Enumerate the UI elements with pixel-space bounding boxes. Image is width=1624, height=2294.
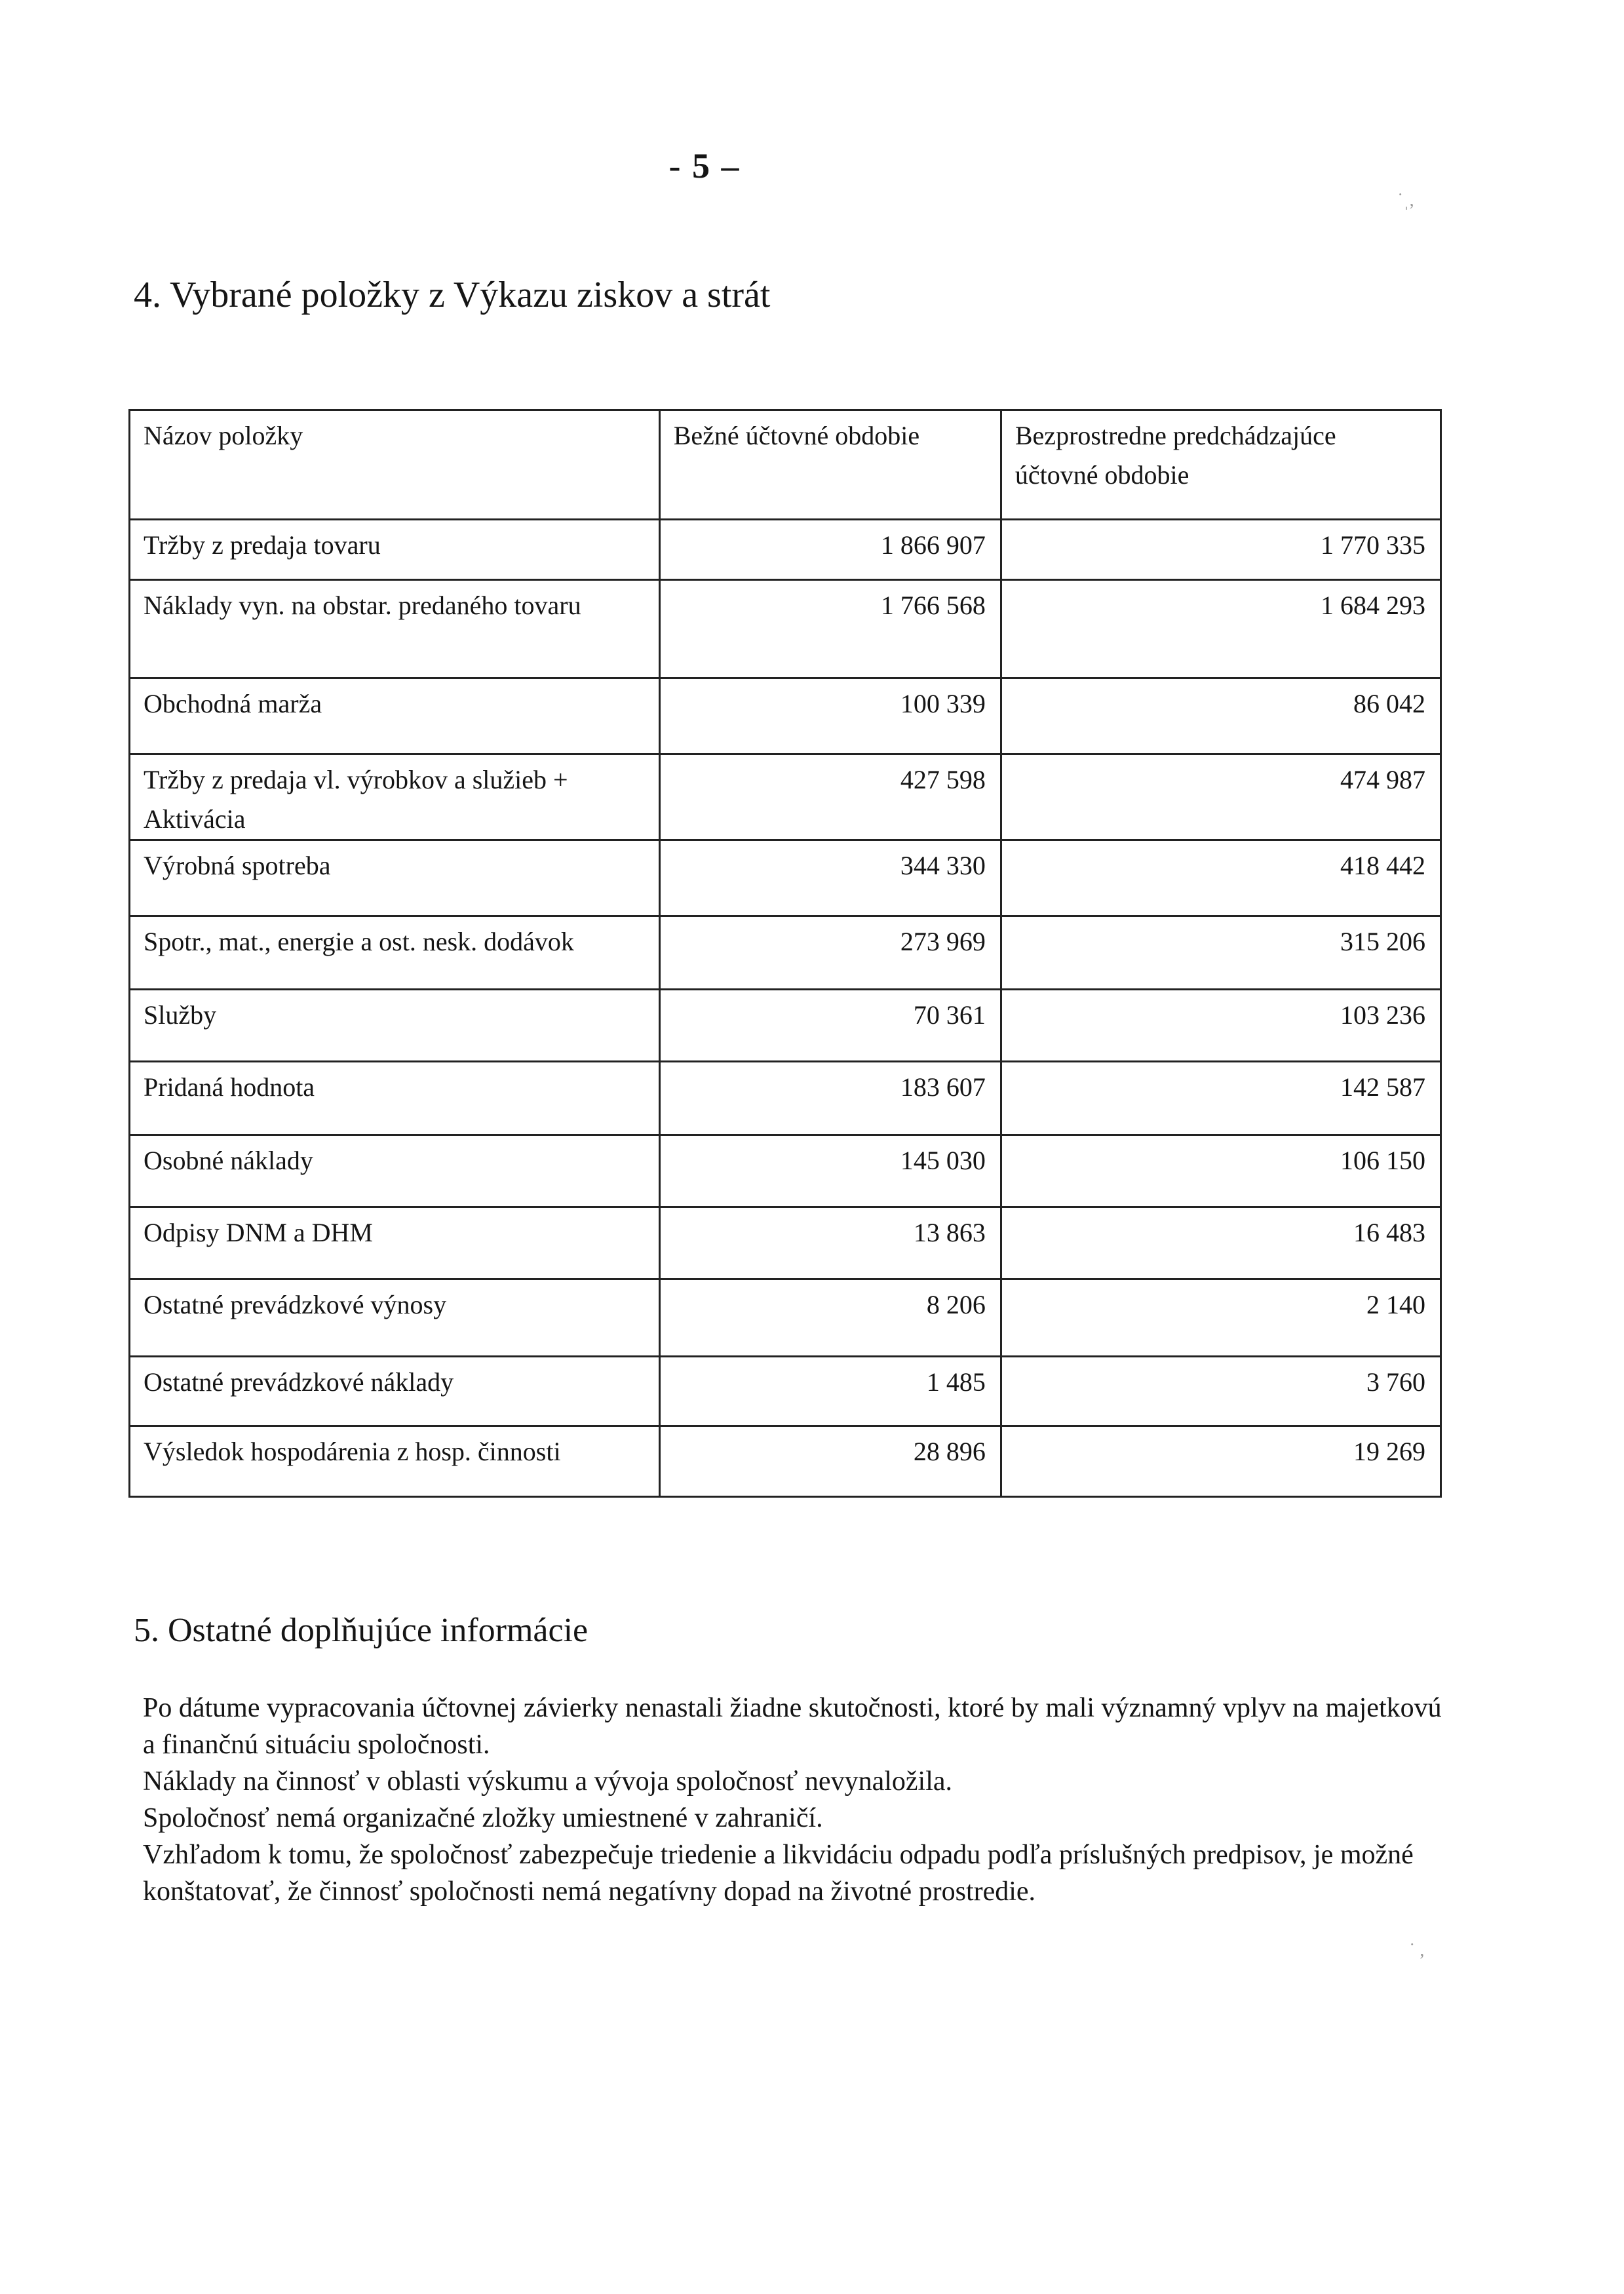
page-number: - 5 – (668, 146, 741, 185)
table-row (130, 520, 1441, 580)
section-5-body (143, 1690, 1454, 1910)
table-row (130, 1357, 1441, 1426)
value-current-period: 1 766 568 (659, 580, 1001, 678)
table-row (130, 990, 1441, 1062)
row-label: Výrobná spotreba (130, 840, 660, 916)
paragraph: Po dátume vypracovania účtovnej závierky nenastali žiadne skutočnosti, ktoré by mali významný vplyv na majetkovú a finančnú situáciu spoločnosti. (143, 1693, 1442, 1760)
value-previous-period: 418 442 (1001, 840, 1440, 916)
table-row (130, 1426, 1441, 1497)
section-5-heading: 5. Ostatné doplňujúce informácie (134, 1612, 589, 1649)
paragraph: Spoločnosť nemá organizačné zložky umiestnené v zahraničí. (143, 1803, 823, 1833)
value-previous-period: 315 206 (1001, 916, 1440, 990)
value-previous-period: 106 150 (1001, 1135, 1440, 1207)
scan-artifact: ˙ˌ, (1397, 190, 1414, 210)
row-label: Odpisy DNM a DHM (130, 1207, 660, 1279)
value-previous-period: 1 770 335 (1001, 520, 1440, 580)
row-label: Ostatné prevádzkové náklady (130, 1357, 660, 1426)
paragraph: Náklady na činnosť v oblasti výskumu a vývoja spoločnosť nevynaložila. (143, 1766, 953, 1797)
value-previous-period: 1 684 293 (1001, 580, 1440, 678)
value-current-period: 28 896 (659, 1426, 1001, 1497)
profit-loss-table (128, 409, 1442, 1498)
row-label: Tržby z predaja tovaru (130, 520, 660, 580)
paragraph: Vzhľadom k tomu, že spoločnosť zabezpečuje triedenie a likvidáciu odpadu podľa príslušných predpisov, je možné konštatovať, že činnosť spoločnosti nemá negatívny dopad na životné prostredie. (143, 1840, 1414, 1907)
table-row (130, 580, 1441, 678)
row-label: Náklady vyn. na obstar. predaného tovaru (130, 580, 660, 678)
value-current-period: 273 969 (659, 916, 1001, 990)
value-previous-period: 3 760 (1001, 1357, 1440, 1426)
row-label: Tržby z predaja vl. výrobkov a služieb + Aktivácia (130, 754, 660, 840)
value-previous-period: 474 987 (1001, 754, 1440, 840)
value-current-period: 145 030 (659, 1135, 1001, 1207)
table-row (130, 754, 1441, 840)
value-current-period: 100 339 (659, 678, 1001, 754)
value-previous-period: 103 236 (1001, 990, 1440, 1062)
table-header-row (130, 410, 1441, 520)
table-row (130, 1279, 1441, 1357)
value-current-period: 1 866 907 (659, 520, 1001, 580)
section-4-heading: 4. Vybrané položky z Výkazu ziskov a strát (134, 275, 771, 315)
table-row (130, 1135, 1441, 1207)
value-current-period: 70 361 (659, 990, 1001, 1062)
row-label: Ostatné prevádzkové výnosy (130, 1279, 660, 1357)
value-previous-period: 16 483 (1001, 1207, 1440, 1279)
scan-artifact: ˙ , (1409, 1940, 1425, 1960)
column-header-current-period: Bežné účtovné obdobie (659, 410, 1001, 520)
row-label: Spotr., mat., energie a ost. nesk. dodávok (130, 916, 660, 990)
table-row (130, 1207, 1441, 1279)
row-label: Osobné náklady (130, 1135, 660, 1207)
value-current-period: 344 330 (659, 840, 1001, 916)
value-previous-period: 19 269 (1001, 1426, 1440, 1497)
value-current-period: 8 206 (659, 1279, 1001, 1357)
table-row (130, 840, 1441, 916)
table-row (130, 678, 1441, 754)
column-header-item-name: Názov položky (130, 410, 660, 520)
row-label: Obchodná marža (130, 678, 660, 754)
table-row (130, 1062, 1441, 1135)
row-label: Služby (130, 990, 660, 1062)
column-header-previous-period: Bezprostredne predchádzajúce účtovné obdobie (1001, 410, 1440, 520)
value-previous-period: 142 587 (1001, 1062, 1440, 1135)
value-current-period: 13 863 (659, 1207, 1001, 1279)
value-previous-period: 2 140 (1001, 1279, 1440, 1357)
row-label: Výsledok hospodárenia z hosp. činnosti (130, 1426, 660, 1497)
row-label: Pridaná hodnota (130, 1062, 660, 1135)
value-current-period: 1 485 (659, 1357, 1001, 1426)
value-previous-period: 86 042 (1001, 678, 1440, 754)
table-row (130, 916, 1441, 990)
value-current-period: 427 598 (659, 754, 1001, 840)
value-current-period: 183 607 (659, 1062, 1001, 1135)
